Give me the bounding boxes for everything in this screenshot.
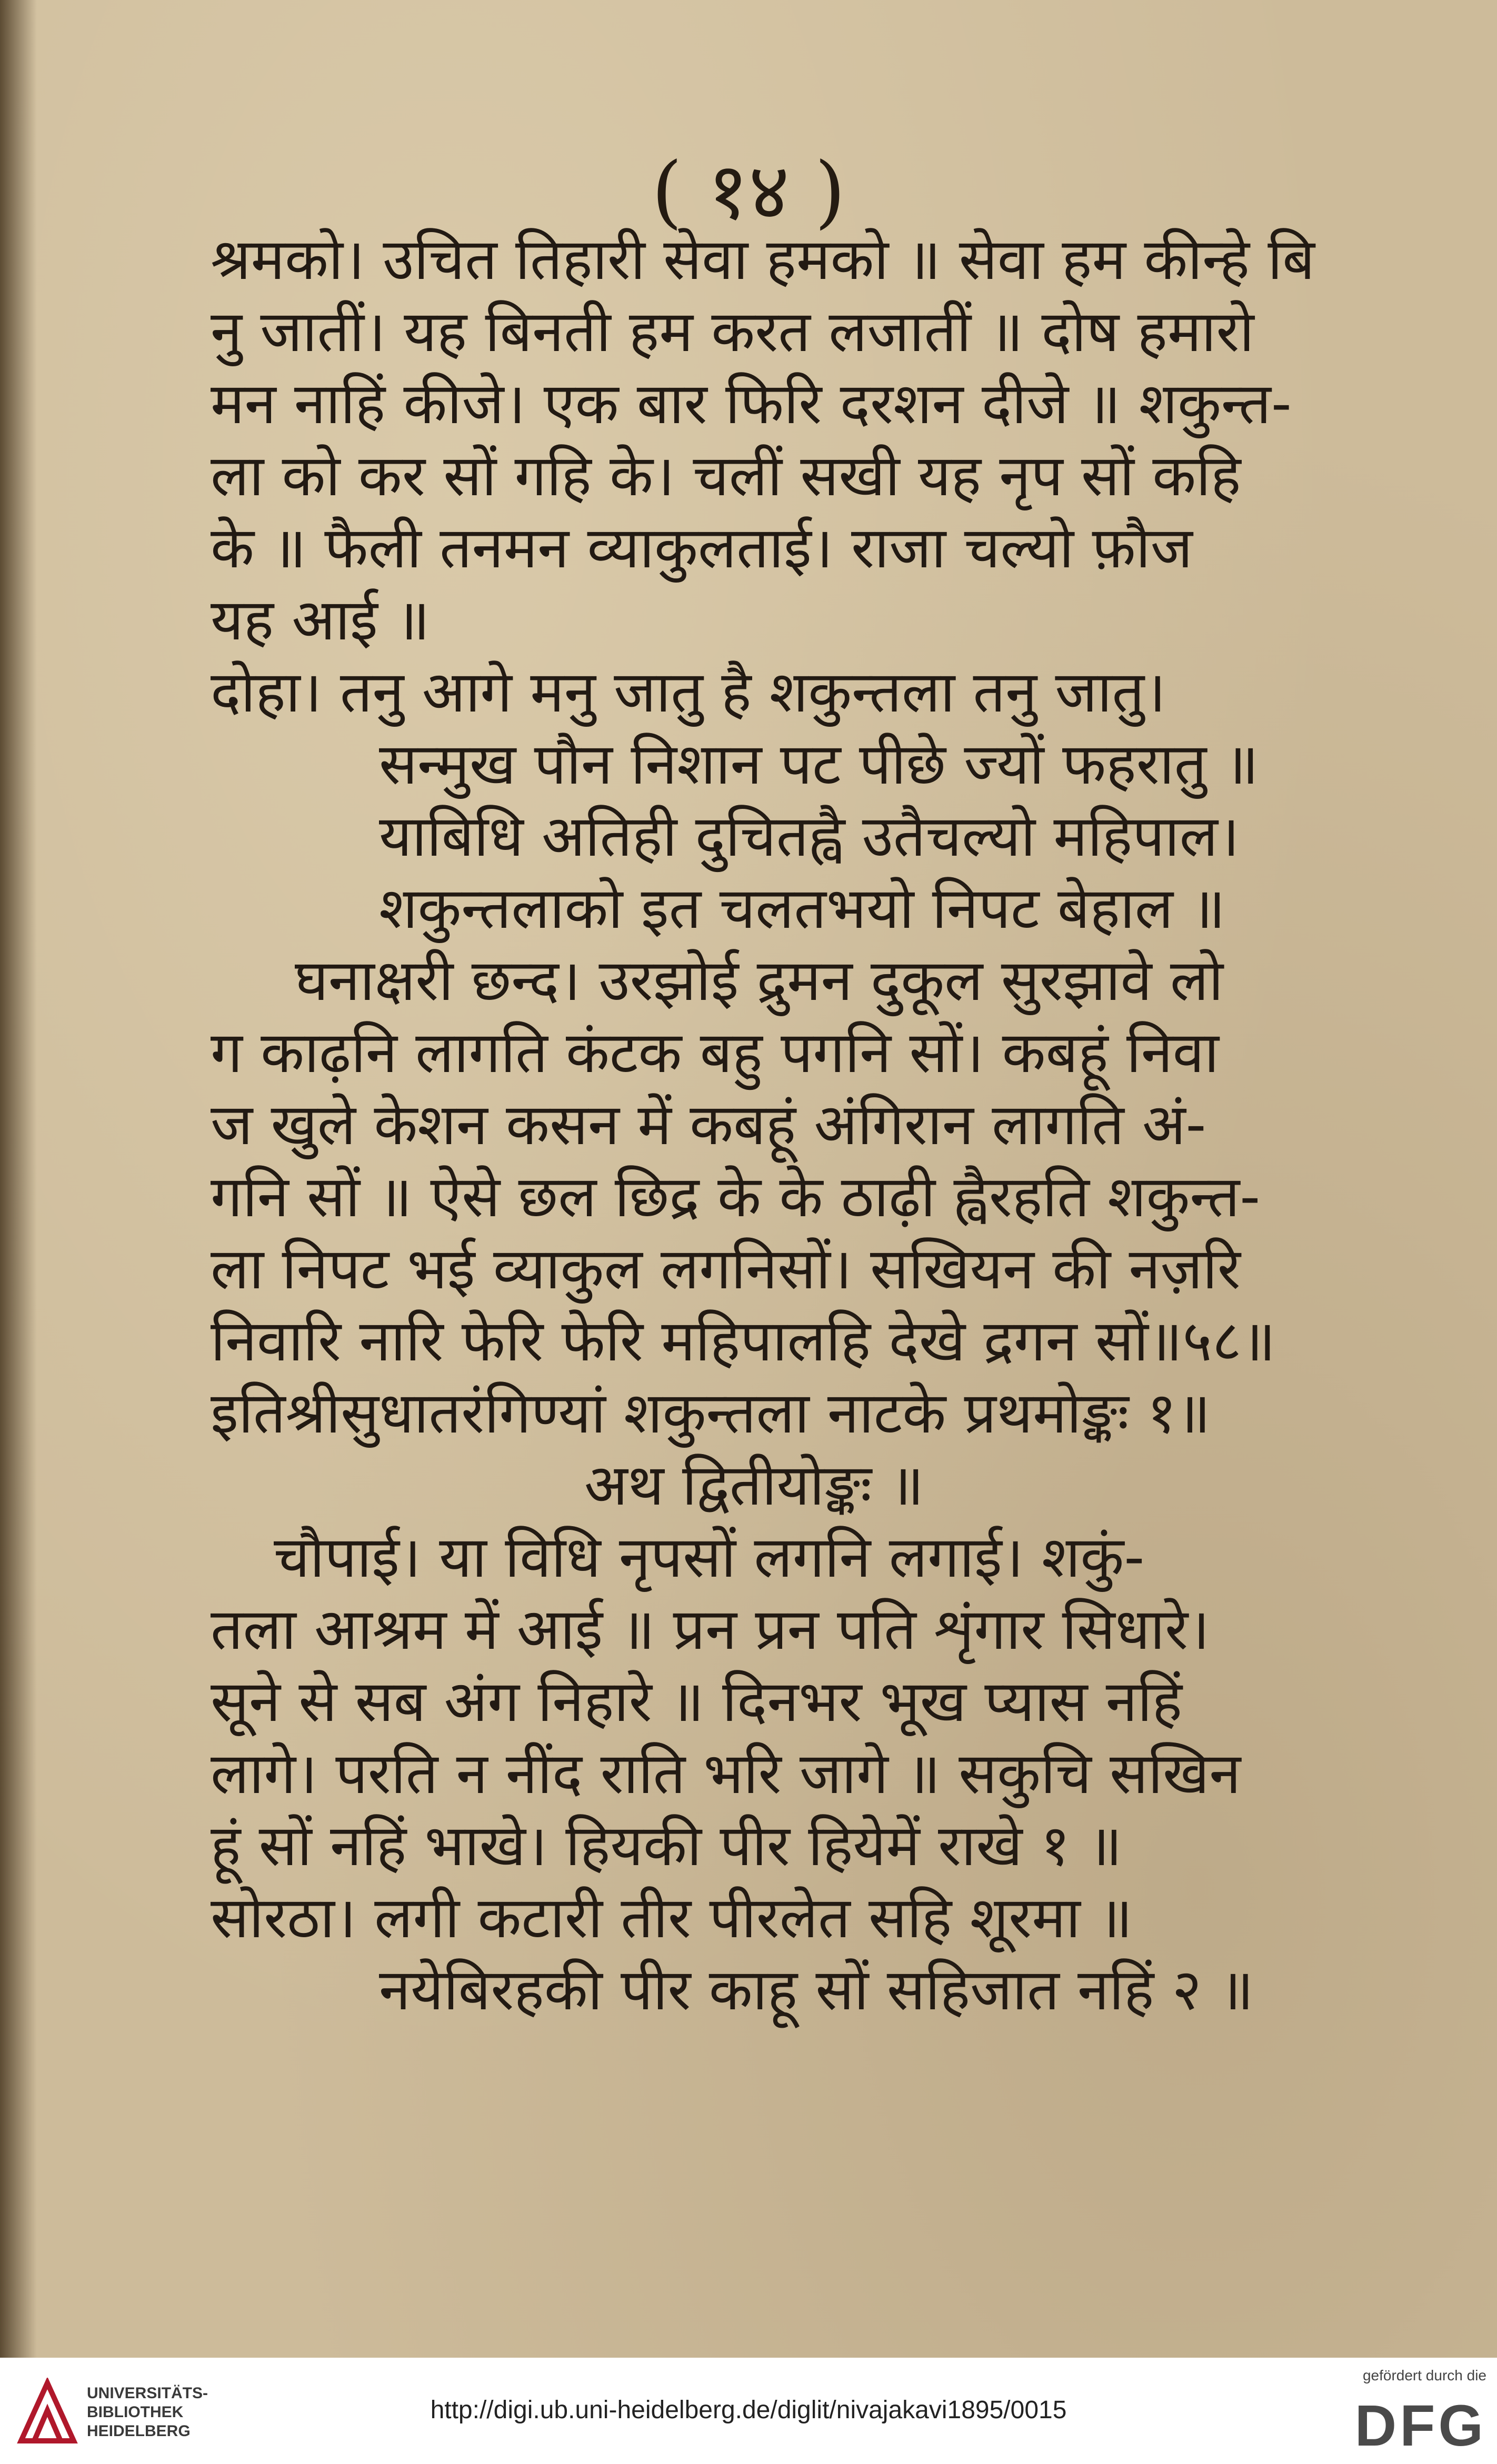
text-line-19: चौपाई। या विधि नृपसों लगनि लगाई। शकुं-	[274, 1525, 1145, 1590]
text-line-24: सोरठा। लगी कटारी तीर पीरलेत सहि शूरमा ॥	[211, 1885, 1133, 1951]
text-line-12: ग काढ़नि लागति कंटक बहु पगनि सों। कबहूं निवा	[211, 1020, 1219, 1086]
text-line-23: हूं सों नहिं भाखे। हियकी पीर हियेमें राखे १ ॥	[211, 1813, 1122, 1879]
dfg-logo: DFG	[1354, 2393, 1486, 2458]
funding-caption: gefördert durch die	[1362, 2367, 1486, 2383]
text-line-6: यह आई ॥	[211, 587, 430, 653]
text-line-22: लागे। परति न नींद राति भरि जागे ॥ सकुचि सखिन	[211, 1741, 1241, 1807]
text-line-3: मन नाहिं कीजे। एक बार फिरि दरशन दीजे ॥ शकुन्त-	[211, 371, 1292, 437]
text-line-16: निवारि नारि फेरि फेरि महिपालहि देखे द्रगन सों॥५८॥	[211, 1308, 1276, 1374]
funder-badge[interactable]	[1329, 2367, 1486, 2457]
text-line-13: ज खुले केशन कसन में कबहूं अंगिरान लागति अं-	[211, 1092, 1206, 1158]
text-line-7: दोहा। तनु आगे मनु जातु है शकुन्तला तनु जातु।	[211, 659, 1166, 725]
text-line-21: सूने से सब अंग निहारे ॥ दिनभर भूख प्यास नहिं	[211, 1669, 1183, 1735]
permalink-url[interactable]: http://digi.ub.uni-heidelberg.de/diglit/nivajakavi1895/0015	[430, 2396, 1067, 2424]
library-name: UNIVERSITÄTS- BIBLIOTHEK HEIDELBERG	[87, 2385, 208, 2440]
text-line-20: तला आश्रम में आई ॥ प्रन प्रन पति शृंगार सिधारे।	[211, 1597, 1210, 1662]
text-line-4: ला को कर सों गहि के। चलीं सखी यह नृप सों कहि	[211, 443, 1241, 509]
text-line-15: ला निपट भई व्याकुल लगनिसों। सखियन की नज़रि	[211, 1236, 1241, 1302]
text-line-5: के ॥ फैली तनमन व्याकुलताई। राजा चल्यो फ़ौज	[211, 515, 1193, 581]
text-line-9: याबिधि अतिही दुचितह्वै उतैचल्यो महिपाल।	[379, 804, 1240, 869]
text-line-25: नयेबिरहकी पीर काहू सों सहिजात नहिं २ ॥	[379, 1957, 1254, 2023]
viewer-footer	[0, 2358, 1497, 2464]
text-line-10: शकुन्तलाको इत चलतभयो निपट बेहाल ॥	[379, 876, 1226, 941]
page-number: ( १४ )	[651, 146, 846, 237]
text-line-17: इतिश्रीसुधातरंगिण्यां शकुन्तला नाटके प्रथमोङ्कः १॥	[211, 1380, 1211, 1446]
text-line-11: घनाक्षरी छन्द। उरझोई द्रुमन दुकूल सुरझावे लो	[295, 948, 1224, 1014]
text-line-1: श्रमको। उचित तिहारी सेवा हमको ॥ सेवा हम कीन्हे बि	[211, 227, 1315, 293]
text-line-14: गनि सों ॥ ऐसे छल छिद्र के के ठाढ़ी ह्वैरहति शकुन्त-	[211, 1164, 1261, 1230]
text-line-2: नु जातीं। यह बिनती हम करत लजातीं ॥ दोष हमारो	[211, 299, 1254, 365]
text-line-18: अथ द्वितीयोङ्कः ॥	[584, 1453, 924, 1518]
text-line-8: सन्मुख पौन निशान पट पीछे ज्यों फहरातु ॥	[379, 732, 1259, 797]
